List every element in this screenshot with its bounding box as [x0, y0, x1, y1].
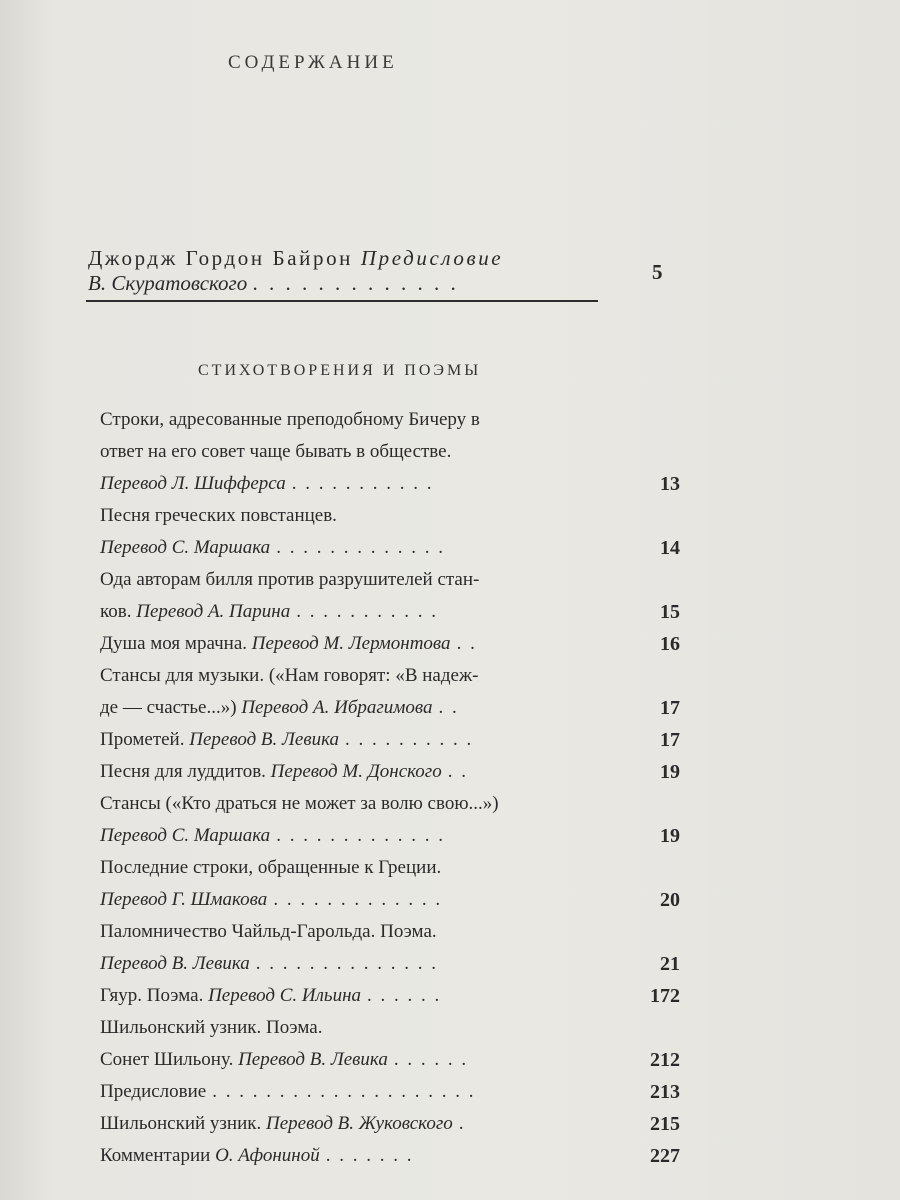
- toc-entry-title: Песня для луддитов.: [100, 761, 271, 782]
- toc-entry-text: [100, 1076, 475, 1108]
- toc-list: [100, 404, 700, 1172]
- toc-leader-dots: . . . . . . . . . . . . .: [276, 825, 445, 846]
- toc-page-number: 19: [660, 761, 680, 783]
- intro-line-1: [88, 246, 598, 271]
- toc-leader-dots: . . . . . . . . . . . . . . . . . . . .: [212, 1081, 476, 1102]
- toc-entry-text: [100, 500, 343, 532]
- toc-entry-title: ков.: [100, 601, 137, 622]
- toc-entry-title: Последние строки, обращенные к Греции.: [100, 857, 442, 878]
- toc-entry-title: Сонет Шильону.: [100, 1049, 239, 1070]
- intro-author: Джордж Гордон Байрон: [88, 246, 361, 270]
- intro-entry: [88, 246, 598, 296]
- toc-leader-dots: .: [458, 1113, 466, 1134]
- toc-entry-text: [100, 532, 445, 564]
- toc-page-number: 212: [650, 1049, 680, 1071]
- toc-row: [100, 500, 680, 532]
- toc-entry-text: [100, 948, 438, 980]
- toc-entry-text: [100, 564, 485, 596]
- toc-page-number: 227: [650, 1145, 680, 1167]
- toc-entry-translator: Перевод С. Маршака: [100, 825, 271, 846]
- intro-dots: . . . . . . . . . . . . .: [252, 271, 459, 295]
- toc-page-number: 17: [660, 697, 680, 719]
- toc-leader-dots: . . . . . . . . . .: [345, 729, 474, 750]
- toc-page-number: 15: [660, 601, 680, 623]
- toc-entry-translator: Перевод А. Ибрагимова: [241, 697, 433, 718]
- toc-entry-title: Паломничество Чайльд-Гарольда. Поэма.: [100, 921, 437, 942]
- toc-row: [100, 724, 680, 756]
- intro-preface-label: Предисловие: [360, 246, 504, 270]
- toc-leader-dots: . .: [438, 697, 459, 718]
- toc-entry-text: [100, 1044, 468, 1076]
- toc-row: [100, 852, 680, 884]
- toc-entry-title: Шильонский узник.: [100, 1113, 266, 1134]
- toc-entry-title: ответ на его совет чаще бывать в обществе.: [100, 441, 452, 462]
- toc-row: [100, 660, 680, 692]
- toc-entry-title: Стансы («Кто драться не может за волю свою...»): [100, 793, 499, 814]
- toc-leader-dots: . .: [447, 761, 468, 782]
- toc-entry-translator: Перевод Г. Шмакова: [100, 889, 268, 910]
- toc-row: [100, 468, 680, 500]
- toc-entry-text: [100, 724, 473, 756]
- toc-entry-title: Ода авторам билля против разрушителей стан-: [100, 569, 480, 590]
- toc-entry-translator: Перевод В. Левика: [189, 729, 339, 750]
- toc-page-number: 20: [660, 889, 680, 911]
- toc-row: [100, 1140, 680, 1172]
- toc-entry-translator: Перевод М. Лермонтова: [251, 633, 451, 654]
- toc-page-number: 21: [660, 953, 680, 975]
- toc-leader-dots: . . . . . . . . . . . . .: [273, 889, 443, 910]
- toc-entry-title: Прометей.: [100, 729, 190, 750]
- toc-row: [100, 1012, 680, 1044]
- toc-page-number: 16: [660, 633, 680, 655]
- toc-row: [100, 884, 680, 916]
- toc-entry-text: [100, 916, 443, 948]
- toc-row: [100, 628, 680, 660]
- toc-page-number: 215: [650, 1113, 680, 1135]
- toc-row: [100, 692, 680, 724]
- toc-entry-title: Предисловие: [100, 1081, 207, 1102]
- toc-row: [100, 948, 680, 980]
- toc-entry-title: Шильонский узник. Поэма.: [100, 1017, 323, 1038]
- toc-entry-translator: О. Афониной: [215, 1145, 320, 1166]
- toc-entry-text: [100, 788, 505, 820]
- toc-leader-dots: . . . . . .: [367, 985, 442, 1006]
- toc-entry-translator: Перевод А. Парина: [136, 601, 291, 622]
- toc-entry-text: [100, 1140, 413, 1172]
- toc-page-number: 14: [660, 537, 680, 559]
- toc-entry-text: [100, 980, 441, 1012]
- toc-entry-text: [100, 628, 477, 660]
- toc-row: [100, 820, 680, 852]
- toc-entry-text: [100, 660, 484, 692]
- toc-row: [100, 788, 680, 820]
- toc-leader-dots: . . . . . .: [393, 1049, 469, 1070]
- toc-entry-title: Строки, адресованные преподобному Бичеру в: [100, 409, 480, 430]
- toc-entry-text: [100, 756, 468, 788]
- toc-row: [100, 1044, 680, 1076]
- intro-underline: [86, 300, 598, 302]
- toc-entry-title: Песня греческих повстанцев.: [100, 505, 337, 526]
- section-title: СТИХОТВОРЕНИЯ И ПОЭМЫ: [198, 362, 482, 379]
- toc-page-number: 13: [660, 473, 680, 495]
- toc-entry-text: [100, 404, 486, 436]
- toc-leader-dots: . . . . . . . . . . . . . .: [255, 953, 439, 974]
- toc-entry-text: [100, 596, 438, 628]
- toc-entry-title: де — счастье...»): [100, 697, 242, 718]
- toc-entry-translator: Перевод С. Ильина: [208, 985, 362, 1006]
- toc-entry-text: [100, 1108, 465, 1140]
- toc-entry-title: Комментарии: [100, 1145, 216, 1166]
- toc-row: [100, 1076, 680, 1108]
- intro-page-number: 5: [652, 260, 663, 284]
- intro-line-2: [88, 271, 598, 296]
- toc-leader-dots: . .: [456, 633, 477, 654]
- toc-entry-text: [100, 692, 459, 724]
- toc-entry-translator: Перевод Л. Шифферса: [100, 473, 286, 494]
- toc-entry-translator: Перевод В. Жуковского: [265, 1113, 453, 1134]
- toc-entry-title: Стансы для музыки. («Нам говорят: «В надеж-: [100, 665, 479, 686]
- toc-page-number: 17: [660, 729, 680, 751]
- toc-entry-text: [100, 852, 447, 884]
- toc-entry-title: Гяур. Поэма.: [100, 985, 209, 1006]
- toc-row: [100, 436, 680, 468]
- toc-row: [100, 564, 680, 596]
- toc-entry-text: [100, 820, 445, 852]
- toc-entry-text: [100, 436, 457, 468]
- toc-entry-text: [100, 468, 433, 500]
- toc-leader-dots: . . . . . . . . . . .: [291, 473, 434, 494]
- toc-entry-translator: Перевод С. Маршака: [100, 537, 271, 558]
- toc-entry-translator: Перевод М. Донского: [270, 761, 442, 782]
- toc-leader-dots: . . . . . . .: [325, 1145, 414, 1166]
- toc-page-number: 19: [660, 825, 680, 847]
- toc-row: [100, 756, 680, 788]
- toc-leader-dots: . . . . . . . . . . .: [296, 601, 438, 622]
- toc-row: [100, 404, 680, 436]
- toc-row: [100, 980, 680, 1012]
- toc-leader-dots: . . . . . . . . . . . . .: [276, 537, 445, 558]
- toc-page-number: 213: [650, 1081, 680, 1103]
- toc-entry-translator: Перевод В. Левика: [100, 953, 250, 974]
- toc-row: [100, 596, 680, 628]
- toc-entry-translator: Перевод В. Левика: [238, 1049, 388, 1070]
- toc-row: [100, 532, 680, 564]
- toc-row: [100, 1108, 680, 1140]
- toc-page-number: 172: [650, 985, 680, 1007]
- intro-preface-author: В. Скуратовского: [88, 271, 248, 295]
- toc-entry-title: Душа моя мрачна.: [100, 633, 252, 654]
- contents-heading: СОДЕРЖАНИЕ: [228, 52, 398, 73]
- toc-entry-text: [100, 884, 442, 916]
- toc-row: [100, 916, 680, 948]
- toc-entry-text: [100, 1012, 329, 1044]
